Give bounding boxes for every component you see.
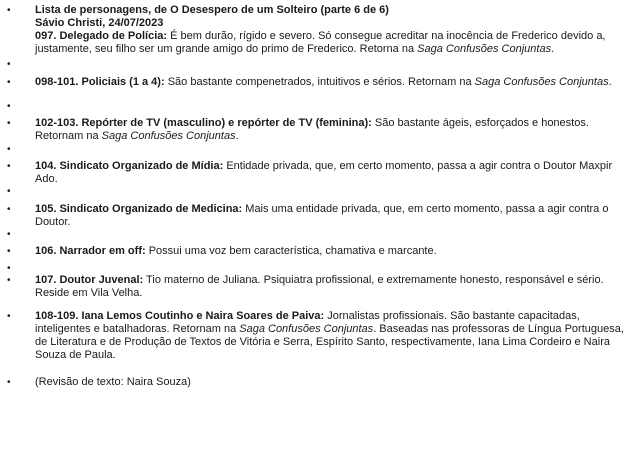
entry-105 [35, 203, 627, 229]
entry-text: Jornalistas profissionais. São bastante capacitadas, inteligentes e batalhadoras. Retornam na [35, 310, 580, 335]
entry-text-end: . [551, 43, 555, 55]
bullet-icon: • [7, 311, 11, 322]
entry-text-end: . Baseadas nas professoras de Língua Portuguesa, de Literatura e de Produção de Textos de Vitória e Serra, Espírito Santo, respectivamente, Iana Lima Cordeiro e Naira Souza de Paula. [35, 323, 624, 361]
bullet-icon: • [7, 77, 11, 88]
entry-saga: Saga Confusões Conjuntas [101, 130, 236, 142]
bullet-icon: • [7, 144, 11, 155]
document-title: Lista de personagens, de O Desespero de um Solteiro (parte 6 de 6) [35, 4, 389, 16]
bullet-icon: • [7, 229, 11, 240]
bullet-icon: • [7, 5, 11, 16]
entry-108-109 [35, 310, 627, 362]
entry-title: 098-101. Policiais (1 a 4): [35, 76, 165, 88]
entry-text: Possui uma voz bem característica, chamativa e marcante. [145, 245, 437, 257]
entry-text: Entidade privada, que, em certo momento, passa a agir contra o Doutor Maxpir Ado. [35, 160, 613, 185]
revision-note: (Revisão de texto: Naira Souza) [35, 376, 191, 388]
entry-title: 104. Sindicato Organizado de Mídia: [35, 160, 224, 172]
entry-104 [35, 160, 627, 186]
bullet-icon: • [7, 377, 11, 388]
entry-text-end: . [235, 130, 239, 142]
entry-107 [35, 274, 627, 300]
entry-text: São bastante compenetrados, intuitivos e sérios. Retornam na [164, 76, 475, 88]
entry-title: 097. Delegado de Polícia: [35, 30, 168, 42]
entry-106 [35, 245, 627, 258]
bullet-icon: • [7, 101, 11, 112]
entry-text: Tio materno de Juliana. Psiquiatra profissional, e extremamente honesto, responsável e sério. Reside em Vila Velha. [35, 274, 604, 299]
entry-title: 102-103. Repórter de TV (masculino) e repórter de TV (feminina): [35, 117, 372, 129]
entry-text: São bastante ágeis, esforçados e honestos. Retornam na [35, 117, 589, 142]
entry-102-103 [35, 117, 627, 143]
entry-title: 108-109. Iana Lemos Coutinho e Naira Soares de Paiva: [35, 310, 325, 322]
bullet-icon: • [7, 246, 11, 257]
entry-title: 105. Sindicato Organizado de Medicina: [35, 203, 243, 215]
bullet-icon: • [7, 275, 11, 286]
document-byline: Sávio Christi, 24/07/2023 [35, 17, 164, 29]
entry-text-end: . [608, 76, 612, 88]
entry-saga: Saga Confusões Conjuntas [417, 43, 552, 55]
entry-title: 106. Narrador em off: [35, 245, 146, 257]
header-block [35, 4, 627, 56]
entry-text: Mais uma entidade privada, que, em certo momento, passa a agir contra o Doutor. [35, 203, 609, 228]
entry-097 [35, 30, 606, 55]
bullet-icon: • [7, 118, 11, 129]
bullet-icon: • [7, 161, 11, 172]
entry-text: É bem durão, rígido e severo. Só consegue acreditar na inocência de Frederico devido a, justamente, seu filho ser um grande amigo do primo de Frederico. Retorna na [35, 30, 606, 55]
entry-saga: Saga Confusões Conjuntas [239, 323, 374, 335]
entry-saga: Saga Confusões Conjuntas [474, 76, 609, 88]
bullet-icon: • [7, 263, 11, 274]
entry-title: 107. Doutor Juvenal: [35, 274, 144, 286]
entry-098-101 [35, 76, 627, 89]
bullet-icon: • [7, 59, 11, 70]
bullet-icon: • [7, 204, 11, 215]
bullet-icon: • [7, 186, 11, 197]
